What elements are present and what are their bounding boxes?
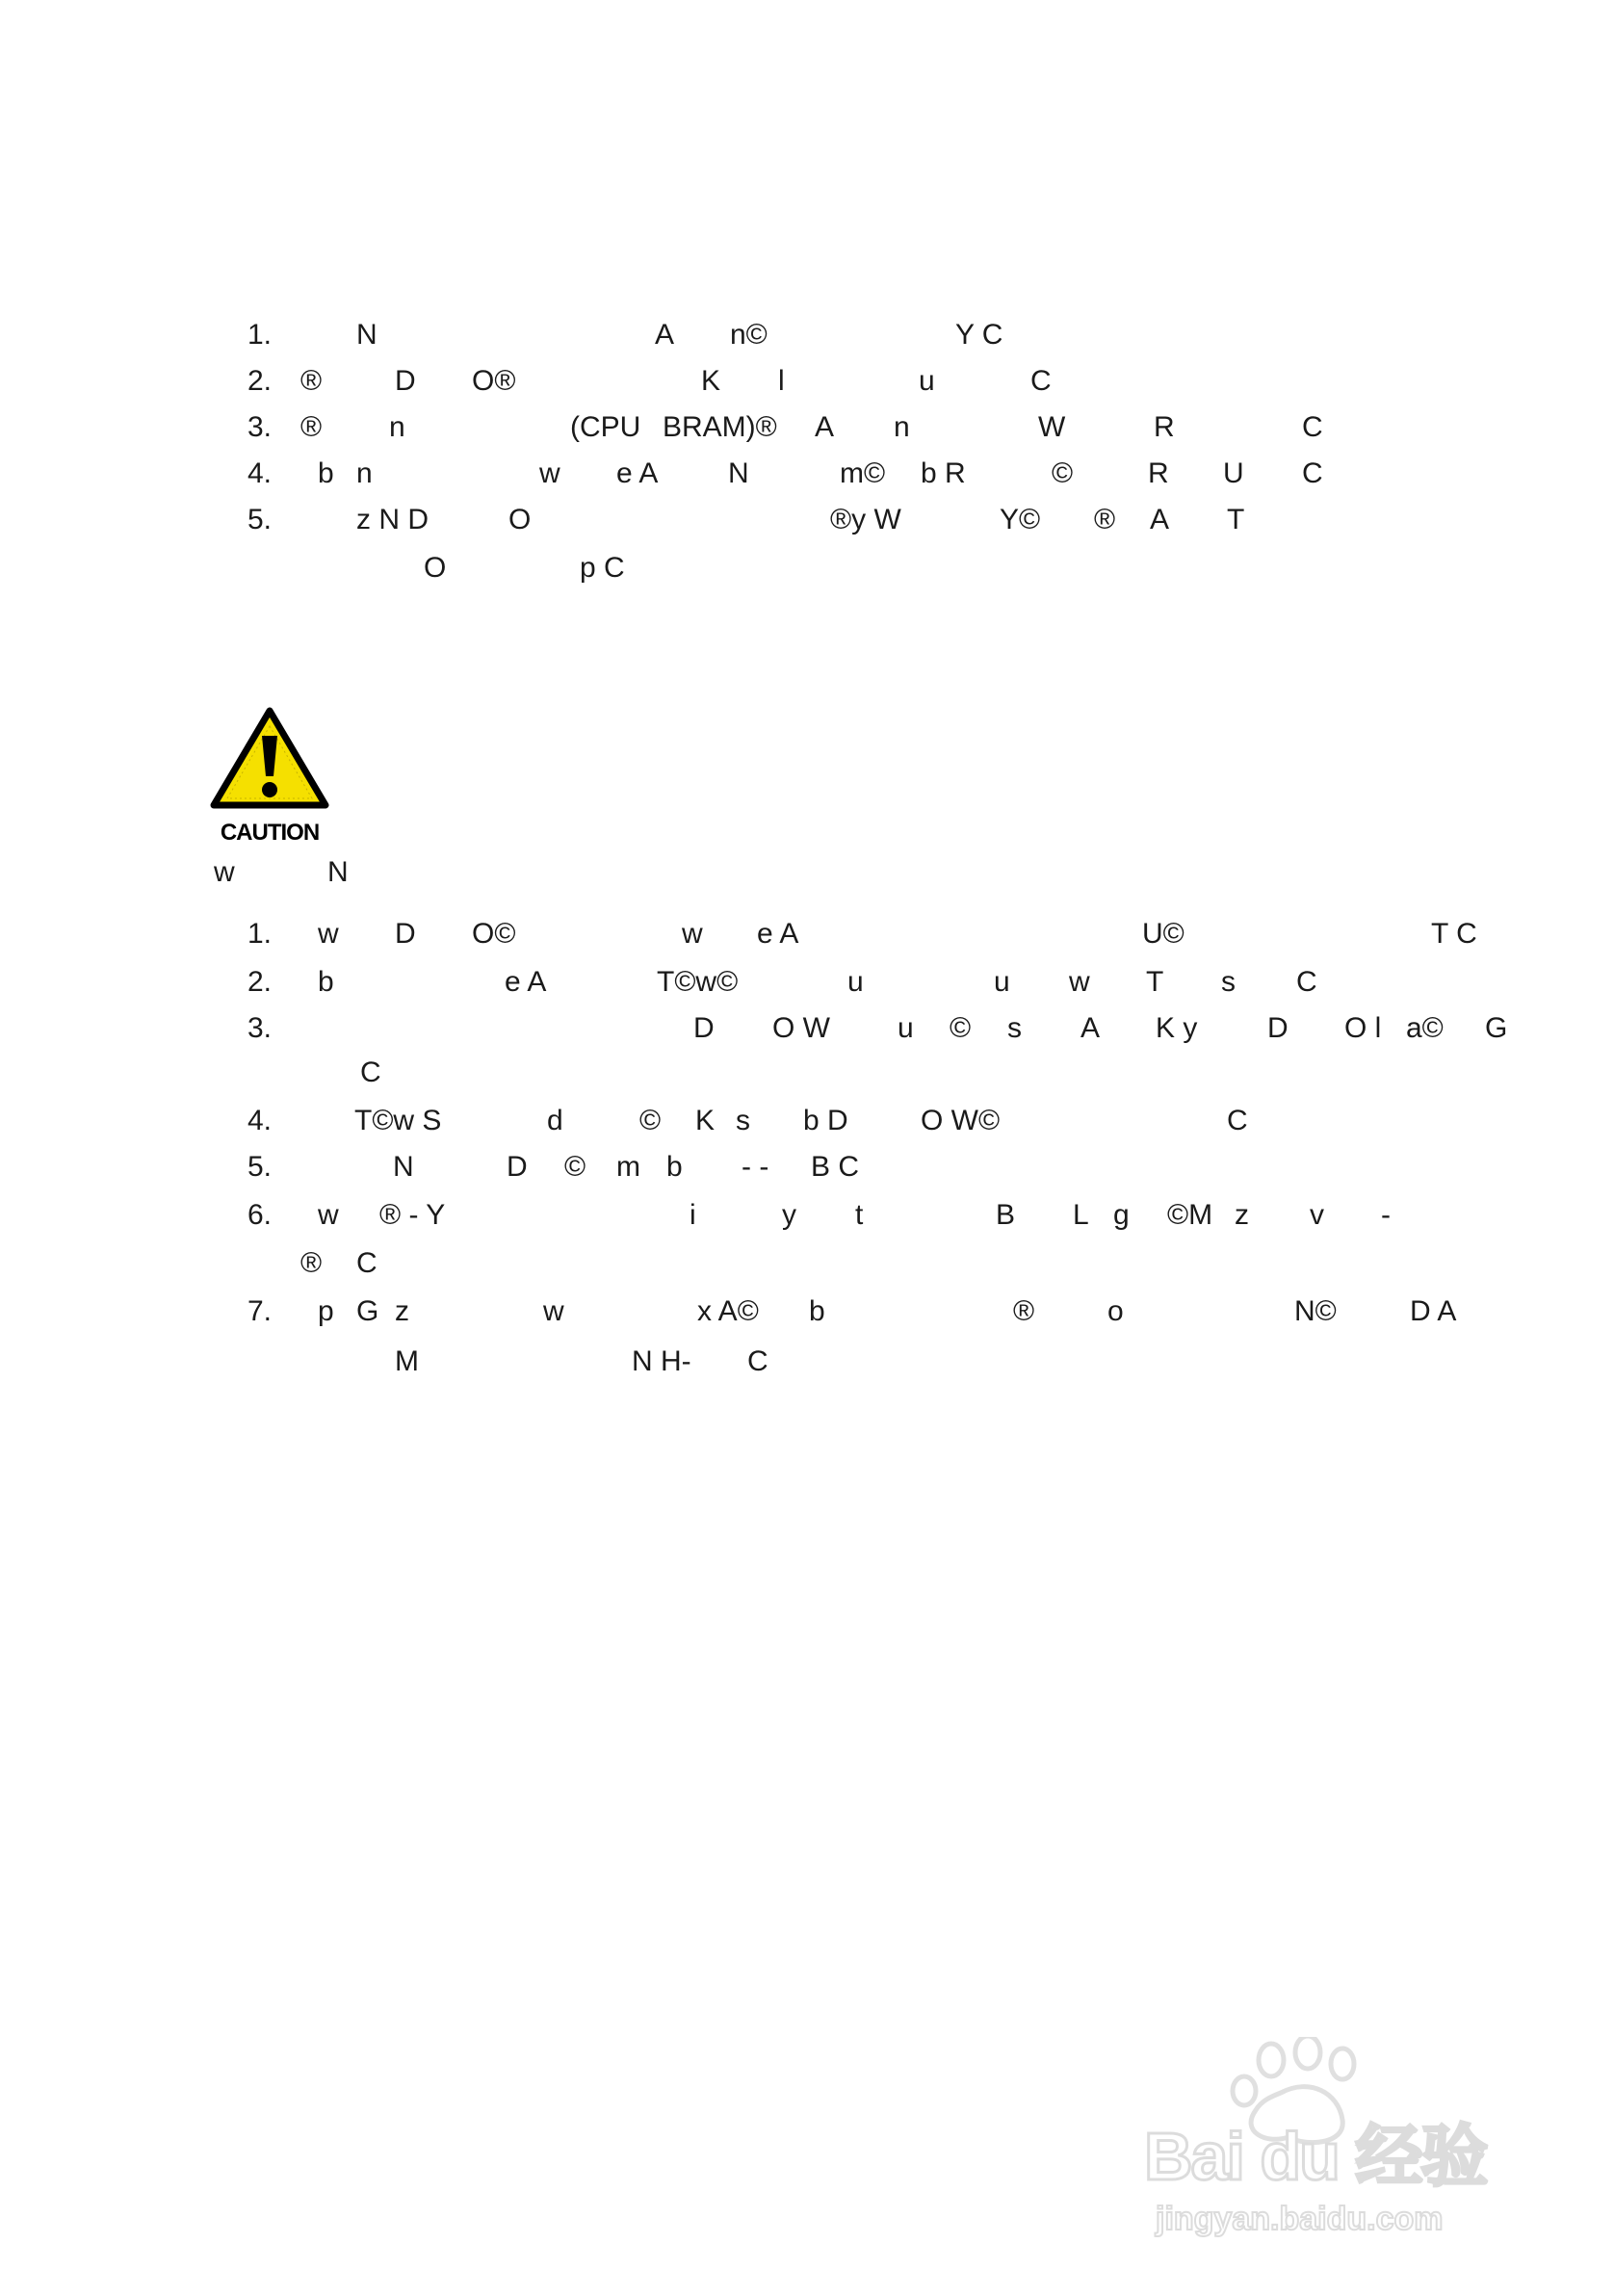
list1-item-3-text: n (894, 411, 910, 443)
list2-item-6-text: ® - Y (379, 1199, 446, 1231)
list2-item-2-text: C (1296, 966, 1317, 998)
list1-item-1-text: A (655, 319, 675, 351)
list2-item-2-text: T (1146, 966, 1164, 998)
list2-item-6-text: z (1235, 1199, 1249, 1231)
intro-line (0, 855, 1614, 890)
list1-item-5-text: ®y W (830, 504, 901, 535)
list2-item-6-text: w (318, 1199, 339, 1231)
list1-item-3-text: (CPU (570, 411, 641, 443)
list2-item-7-number: 7. (247, 1295, 273, 1327)
list2-item-5-text: - - (742, 1151, 769, 1183)
list1-item-5-text: T (1227, 504, 1245, 535)
list2-item-3-text: O W (772, 1012, 830, 1044)
list1-item-3-text: W (1038, 411, 1066, 443)
list2-item-1-number: 1. (247, 918, 273, 950)
list2-item-6-text: v (1310, 1199, 1324, 1231)
list1-item-3-text: A (815, 411, 835, 443)
intro-text: w (214, 856, 235, 888)
list1-item-5-text: ® (1094, 504, 1116, 535)
list2-item-3-text: A (1080, 1012, 1101, 1044)
list1-item-4-text: U (1223, 457, 1244, 489)
list2-continuation-text: C (356, 1247, 377, 1279)
list2-item-6-text: i (690, 1199, 696, 1231)
list1-item-5-continuation (0, 551, 1614, 586)
list2-item-4-number: 4. (247, 1105, 273, 1136)
list2-item-1-text: e A (757, 918, 799, 950)
list2-item-6-text: - (1381, 1199, 1391, 1231)
list1-item-2-text: O® (472, 365, 516, 397)
list2-item-6-continuation (0, 1246, 1614, 1281)
list1-item-4-number: 4. (247, 457, 273, 489)
list2-item-6-number: 6. (247, 1199, 273, 1231)
list2-item-7 (0, 1294, 1614, 1329)
list1-item-1 (0, 318, 1614, 352)
list2-item-2-text: u (994, 966, 1010, 998)
intro-text: N (327, 856, 349, 888)
caution-label: CAUTION (220, 820, 320, 846)
list1-item-3-text: C (1302, 411, 1323, 443)
list2-continuation-text: ® (300, 1247, 323, 1279)
watermark-url: jingyan.baidu.com (1156, 2201, 1444, 2237)
list2-item-3-text: K y (1156, 1012, 1198, 1044)
list2-item-2-text: u (847, 966, 864, 998)
list2-item-1-text: O© (472, 918, 516, 950)
list2-item-7-text: ® (1013, 1295, 1035, 1327)
list1-item-1-text: n© (730, 319, 768, 351)
list1-item-5-text: A (1150, 504, 1170, 535)
list2-item-4-text: d (547, 1105, 563, 1136)
list2-item-3-text: D (693, 1012, 715, 1044)
list2-item-5-text: b (666, 1151, 683, 1183)
list1-item-4 (0, 457, 1614, 491)
list1-item-4-text: b (318, 457, 334, 489)
list2-item-2-text: e A (505, 966, 547, 998)
list2-item-3-text: D (1267, 1012, 1289, 1044)
paw-logo-icon (1136, 2037, 1541, 2244)
list2-item-3-text: a© (1406, 1012, 1444, 1044)
list2-item-6-text: L (1073, 1199, 1089, 1231)
list2-item-2-text: w (1069, 966, 1090, 998)
list2-item-4-text: C (1227, 1105, 1248, 1136)
list2-item-7-continuation (0, 1344, 1614, 1379)
list2-item-1-text: U© (1142, 918, 1184, 950)
list2-item-6-text: ©M (1167, 1199, 1213, 1231)
list1-item-1-text: Y C (955, 319, 1003, 351)
list2-item-4-text: T©w S (354, 1105, 442, 1136)
list2-item-6-text: B (996, 1199, 1016, 1231)
list2-item-2-text: b (318, 966, 334, 998)
list1-continuation-text: O (424, 552, 447, 584)
list2-item-3-continuation (0, 1056, 1614, 1090)
list1-item-1-text: N (356, 319, 377, 351)
list2-item-4-text: s (736, 1105, 750, 1136)
list2-item-4-text: © (639, 1105, 662, 1136)
list2-item-4-text: b D (803, 1105, 848, 1136)
list2-item-6-text: g (1113, 1199, 1130, 1231)
list1-item-5-text: O (508, 504, 532, 535)
list2-continuation-text: C (747, 1345, 768, 1377)
list2-item-5-text: D (507, 1151, 528, 1183)
list1-item-3-text: R (1154, 411, 1175, 443)
list1-item-3 (0, 410, 1614, 445)
list1-item-4-text: © (1052, 457, 1074, 489)
list1-item-2-text: C (1030, 365, 1052, 397)
baidu-watermark (1136, 2037, 1541, 2244)
list2-item-5-text: B C (811, 1151, 860, 1183)
list2-item-6-text: y (782, 1199, 796, 1231)
list2-continuation-text: C (360, 1057, 381, 1088)
list2-item-7-text: o (1107, 1295, 1124, 1327)
list2-item-7-text: D A (1410, 1295, 1457, 1327)
list1-item-2-text: l (778, 365, 785, 397)
list2-item-7-text: w (543, 1295, 564, 1327)
list2-continuation-text: N H- (632, 1345, 691, 1377)
list2-item-4 (0, 1104, 1614, 1138)
list2-item-7-text: p (318, 1295, 334, 1327)
list2-item-3-text: © (950, 1012, 972, 1044)
list1-item-2-text: u (919, 365, 935, 397)
list1-continuation-text: p C (580, 552, 625, 584)
list1-item-4-text: n (356, 457, 373, 489)
list2-item-4-text: O W© (921, 1105, 1001, 1136)
list2-item-2 (0, 965, 1614, 1000)
list2-item-1-text: w (682, 918, 703, 950)
list2-item-1-text: T C (1431, 918, 1477, 950)
list1-item-1-number: 1. (247, 319, 273, 351)
list2-item-6-text: t (855, 1199, 864, 1231)
list1-item-3-text: BRAM)® (663, 411, 777, 443)
list2-item-3-number: 3. (247, 1012, 273, 1044)
list1-item-4-text: w (539, 457, 560, 489)
list1-item-4-text: R (1148, 457, 1169, 489)
list2-item-5-text: m (616, 1151, 640, 1183)
list2-item-2-number: 2. (247, 966, 273, 998)
list1-item-2-text: K (701, 365, 721, 397)
list2-item-3-text: O l (1344, 1012, 1382, 1044)
list2-item-1-text: w (318, 918, 339, 950)
list2-item-3 (0, 1011, 1614, 1046)
list2-item-1-text: D (395, 918, 416, 950)
list2-item-7-text: x A© (697, 1295, 759, 1327)
list2-item-7-text: G (356, 1295, 379, 1327)
list2-item-7-text: z (395, 1295, 409, 1327)
list1-item-4-text: e A (616, 457, 659, 489)
list2-item-2-text: T©w© (657, 966, 739, 998)
list1-item-3-text: n (389, 411, 405, 443)
list2-item-3-text: G (1485, 1012, 1508, 1044)
list1-item-4-text: C (1302, 457, 1323, 489)
list1-item-2-number: 2. (247, 365, 273, 397)
list2-item-5 (0, 1150, 1614, 1185)
caution-icon (206, 705, 333, 849)
list1-item-5-text: z N D (356, 504, 429, 535)
list2-item-7-text: b (809, 1295, 825, 1327)
watermark-brand: Bai du 经验 (1144, 2119, 1487, 2194)
list1-item-2-text: D (395, 365, 416, 397)
list2-item-5-number: 5. (247, 1151, 273, 1183)
list2-item-7-text: N© (1294, 1295, 1337, 1327)
list2-item-5-text: N (393, 1151, 414, 1183)
list1-item-5-number: 5. (247, 504, 273, 535)
list1-item-4-text: N (728, 457, 749, 489)
list2-item-1 (0, 917, 1614, 952)
list1-item-5-text: Y© (1000, 504, 1041, 535)
list1-item-5 (0, 503, 1614, 537)
list2-item-2-text: s (1221, 966, 1236, 998)
list1-item-2 (0, 364, 1614, 399)
list1-item-4-text: m© (840, 457, 886, 489)
list1-item-3-number: 3. (247, 411, 273, 443)
list1-item-4-text: b R (921, 457, 966, 489)
list2-item-4-text: K (695, 1105, 716, 1136)
list2-item-6 (0, 1198, 1614, 1233)
list2-continuation-text: M (395, 1345, 419, 1377)
list2-item-3-text: u (898, 1012, 914, 1044)
list1-item-3-text: ® (300, 411, 323, 443)
list2-item-3-text: s (1007, 1012, 1022, 1044)
list2-item-5-text: © (564, 1151, 586, 1183)
list1-item-2-text: ® (300, 365, 323, 397)
